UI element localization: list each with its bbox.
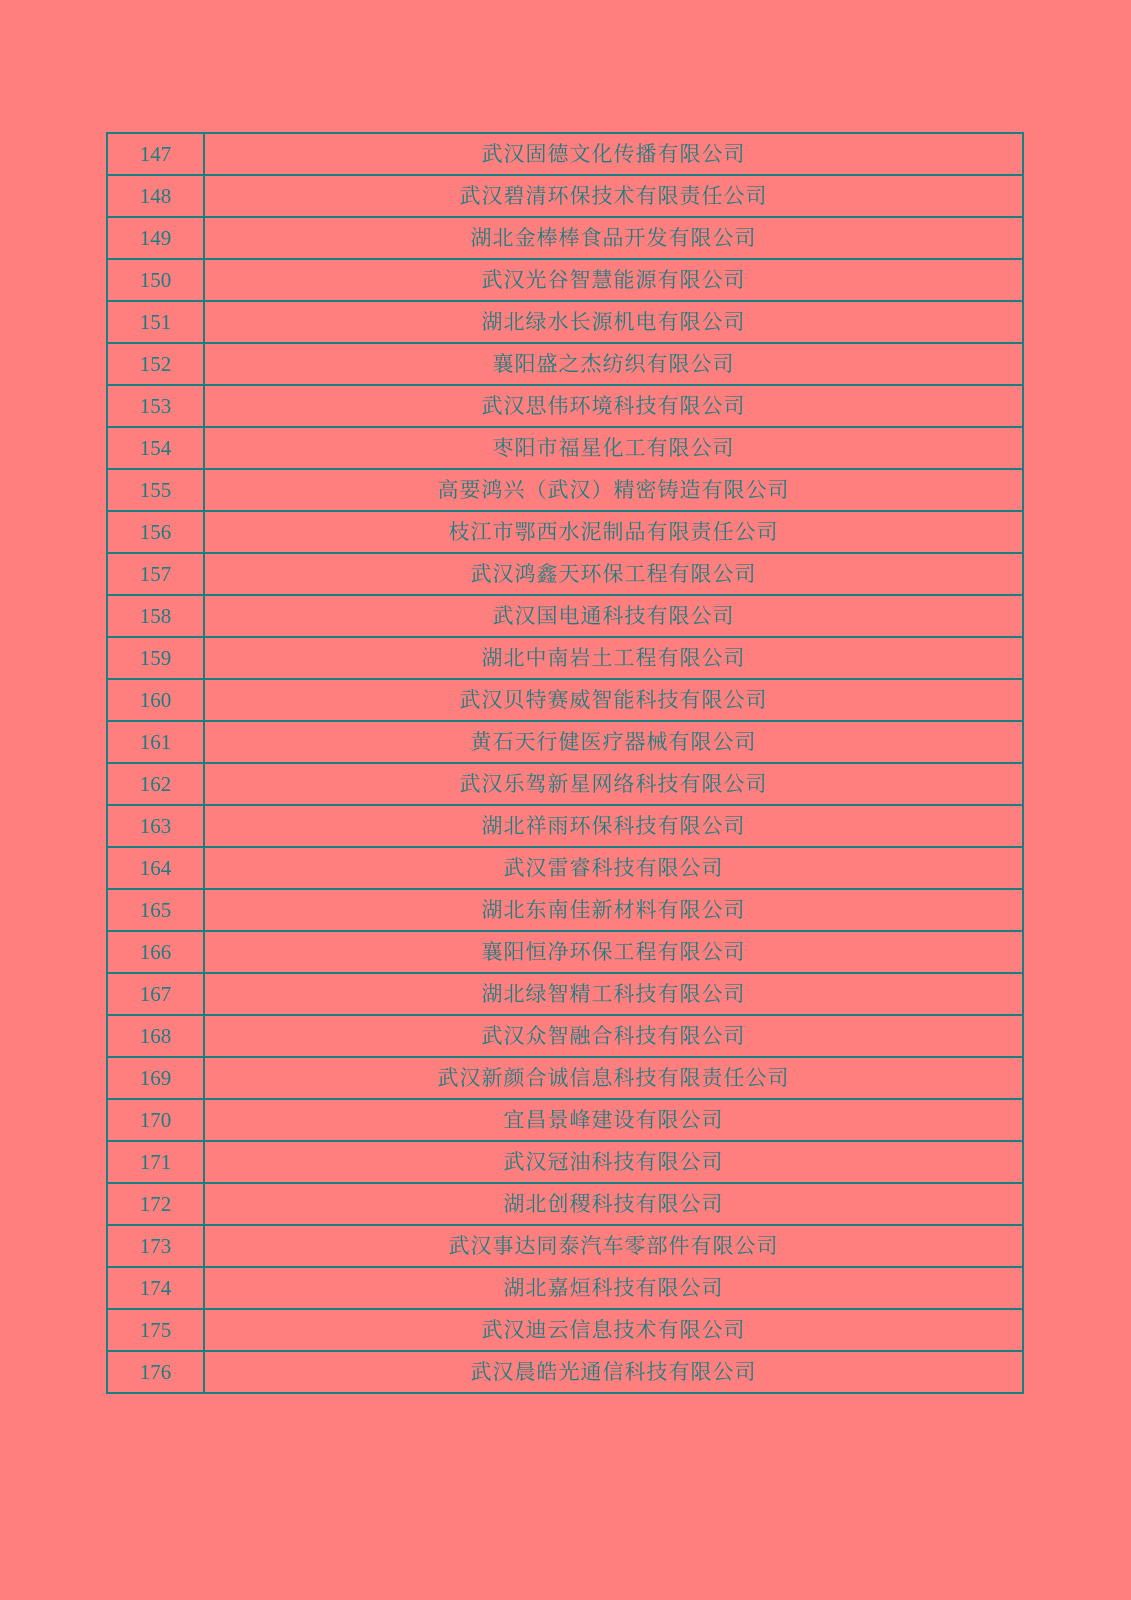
company-name: 武汉光谷智慧能源有限公司 (204, 259, 1023, 301)
row-number: 174 (107, 1267, 204, 1309)
company-name: 宜昌景峰建设有限公司 (204, 1099, 1023, 1141)
row-number: 156 (107, 511, 204, 553)
company-name: 武汉贝特赛威智能科技有限公司 (204, 679, 1023, 721)
company-name: 襄阳盛之杰纺织有限公司 (204, 343, 1023, 385)
company-name: 枝江市鄂西水泥制品有限责任公司 (204, 511, 1023, 553)
row-number: 173 (107, 1225, 204, 1267)
table-row (107, 847, 1023, 889)
row-number: 151 (107, 301, 204, 343)
table-row (107, 805, 1023, 847)
row-number: 175 (107, 1309, 204, 1351)
row-number: 169 (107, 1057, 204, 1099)
company-name: 武汉事达同泰汽车零部件有限公司 (204, 1225, 1023, 1267)
row-number: 163 (107, 805, 204, 847)
company-name: 湖北金棒棒食品开发有限公司 (204, 217, 1023, 259)
table-row (107, 259, 1023, 301)
row-number: 164 (107, 847, 204, 889)
table-row (107, 1015, 1023, 1057)
company-name: 湖北东南佳新材料有限公司 (204, 889, 1023, 931)
table-row (107, 133, 1023, 175)
table-row (107, 343, 1023, 385)
row-number: 171 (107, 1141, 204, 1183)
company-name: 武汉乐驾新星网络科技有限公司 (204, 763, 1023, 805)
table-row (107, 1057, 1023, 1099)
company-name: 襄阳恒净环保工程有限公司 (204, 931, 1023, 973)
table-row (107, 679, 1023, 721)
table-row (107, 595, 1023, 637)
row-number: 147 (107, 133, 204, 175)
company-name: 湖北创稷科技有限公司 (204, 1183, 1023, 1225)
table-row (107, 889, 1023, 931)
table-row (107, 385, 1023, 427)
row-number: 149 (107, 217, 204, 259)
row-number: 172 (107, 1183, 204, 1225)
company-name: 武汉迪云信息技术有限公司 (204, 1309, 1023, 1351)
table-row (107, 1183, 1023, 1225)
table-row (107, 1351, 1023, 1393)
company-name: 武汉碧清环保技术有限责任公司 (204, 175, 1023, 217)
company-name: 湖北绿智精工科技有限公司 (204, 973, 1023, 1015)
table-row (107, 1141, 1023, 1183)
table-row (107, 427, 1023, 469)
company-name: 武汉冠油科技有限公司 (204, 1141, 1023, 1183)
table-row (107, 217, 1023, 259)
table-row (107, 637, 1023, 679)
table-row (107, 1267, 1023, 1309)
row-number: 155 (107, 469, 204, 511)
row-number: 176 (107, 1351, 204, 1393)
row-number: 170 (107, 1099, 204, 1141)
row-number: 148 (107, 175, 204, 217)
company-name: 黄石天行健医疗器械有限公司 (204, 721, 1023, 763)
row-number: 167 (107, 973, 204, 1015)
company-name: 枣阳市福星化工有限公司 (204, 427, 1023, 469)
company-name: 高要鸿兴（武汉）精密铸造有限公司 (204, 469, 1023, 511)
company-name: 湖北绿水长源机电有限公司 (204, 301, 1023, 343)
company-name: 湖北祥雨环保科技有限公司 (204, 805, 1023, 847)
row-number: 165 (107, 889, 204, 931)
company-name: 湖北中南岩土工程有限公司 (204, 637, 1023, 679)
row-number: 152 (107, 343, 204, 385)
company-name: 武汉雷睿科技有限公司 (204, 847, 1023, 889)
table-row (107, 1309, 1023, 1351)
table-row (107, 553, 1023, 595)
company-name: 武汉固德文化传播有限公司 (204, 133, 1023, 175)
table-row (107, 763, 1023, 805)
company-name: 武汉鸿鑫天环保工程有限公司 (204, 553, 1023, 595)
table-row (107, 1099, 1023, 1141)
table-row (107, 721, 1023, 763)
table-row (107, 469, 1023, 511)
row-number: 150 (107, 259, 204, 301)
row-number: 166 (107, 931, 204, 973)
table-row (107, 175, 1023, 217)
company-name: 武汉国电通科技有限公司 (204, 595, 1023, 637)
row-number: 160 (107, 679, 204, 721)
row-number: 157 (107, 553, 204, 595)
table-row (107, 1225, 1023, 1267)
row-number: 154 (107, 427, 204, 469)
company-name: 武汉思伟环境科技有限公司 (204, 385, 1023, 427)
company-name: 武汉新颜合诚信息科技有限责任公司 (204, 1057, 1023, 1099)
row-number: 162 (107, 763, 204, 805)
row-number: 158 (107, 595, 204, 637)
company-name: 武汉晨皓光通信科技有限公司 (204, 1351, 1023, 1393)
table-row (107, 301, 1023, 343)
table-row (107, 511, 1023, 553)
company-name: 武汉众智融合科技有限公司 (204, 1015, 1023, 1057)
row-number: 153 (107, 385, 204, 427)
table-body (107, 133, 1023, 1393)
company-name: 湖北嘉烜科技有限公司 (204, 1267, 1023, 1309)
row-number: 168 (107, 1015, 204, 1057)
row-number: 161 (107, 721, 204, 763)
company-list-table (106, 132, 1024, 1394)
row-number: 159 (107, 637, 204, 679)
table-row (107, 931, 1023, 973)
table-row (107, 973, 1023, 1015)
